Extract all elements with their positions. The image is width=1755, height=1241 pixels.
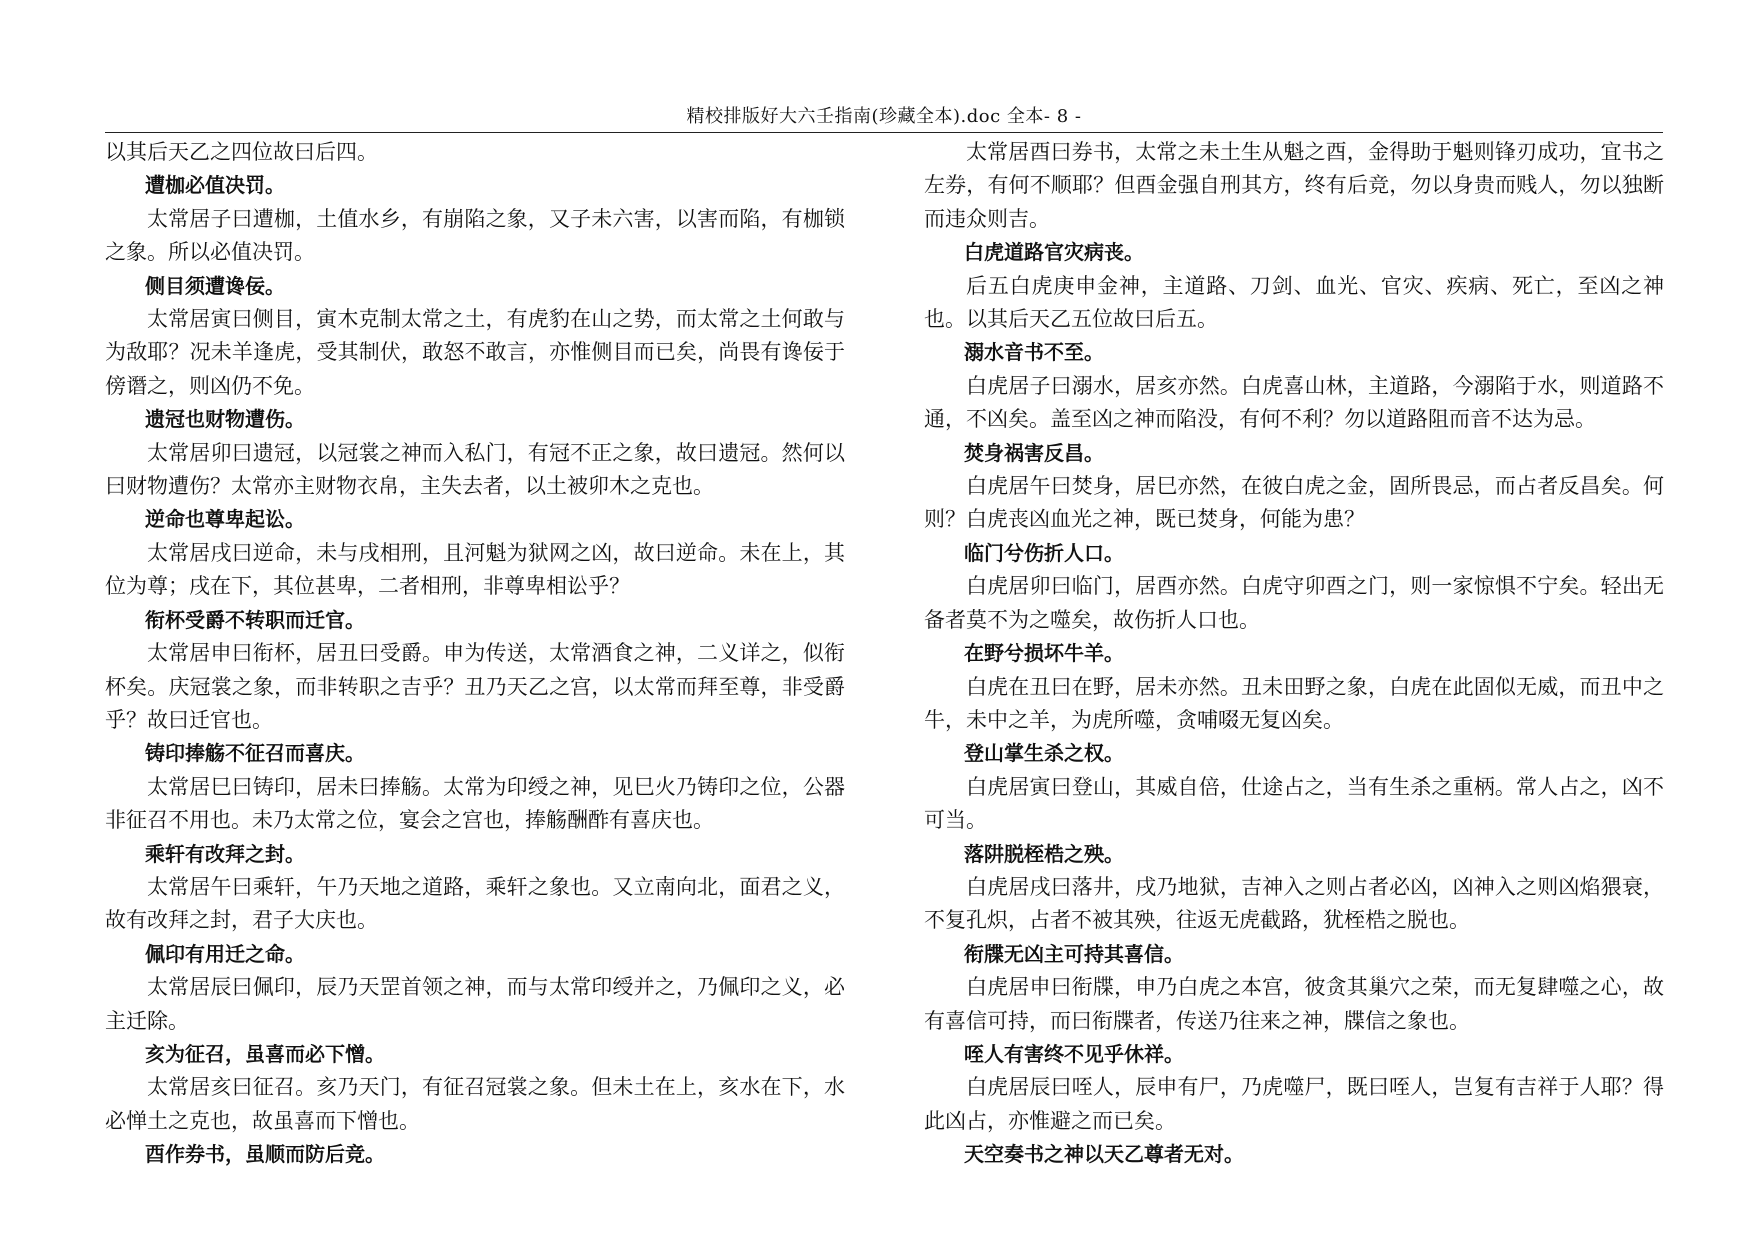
- section-heading: 铸印捧觞不征召而喜庆。: [145, 741, 365, 766]
- paragraph-continuation: 以其后天乙之四位故曰后四。: [105, 140, 378, 164]
- section-heading: 亥为征召，虽喜而必下憎。: [145, 1041, 385, 1066]
- paragraph: 太常居子曰遭枷，土值水乡，有崩陷之象，又子未六害，以害而陷，有枷锁之象。所以必值决罚。: [105, 206, 845, 265]
- paragraph: 白虎在丑曰在野，居未亦然。丑未田野之象，白虎在此固似无威，而丑中之牛，未中之羊，为虎所噬，贪哺啜无复凶矣。: [924, 674, 1664, 732]
- section-heading: 焚身祸害反昌。: [964, 440, 1104, 465]
- paragraph: 太常居寅曰侧目，寅木克制太常之土，有虎豹在山之势，而太常之土何敢与为敌耶？况未羊逢虎，受其制伏，敢怒不敢言，亦惟侧目而已矣，尚畏有谗佞于傍谮之，则凶仍不免。: [105, 307, 845, 398]
- section-heading: 白虎道路官灾病丧。: [964, 240, 1144, 265]
- paragraph: 白虎居卯曰临门，居酉亦然。白虎守卯酉之门，则一家惊惧不宁矣。轻出无备者莫不为之噬矣，故伤折人口也。: [924, 574, 1664, 632]
- section-heading: 逆命也尊卑起讼。: [145, 507, 305, 532]
- page-header: [105, 106, 1663, 133]
- section-heading: 酉作券书，虽顺而防后竞。: [145, 1142, 385, 1167]
- section-heading: 遭枷必值决罚。: [145, 173, 285, 198]
- section-heading: 登山掌生杀之权。: [964, 741, 1124, 766]
- paragraph: 太常居卯曰遗冠，以冠裳之神而入私门，有冠不正之象，故曰遗冠。然何以曰财物遭伤？太常亦主财物衣帛，主失去者，以土被卯木之克也。: [105, 440, 845, 499]
- paragraph: 白虎居寅曰登山，其威自倍，仕途占之，当有生杀之重柄。常人占之，凶不可当。: [924, 774, 1664, 833]
- left-column: [105, 136, 845, 1172]
- paragraph: 后五白虎庚申金神，主道路、刀剑、血光、官灾、疾病、死亡，至凶之神也。以其后天乙五位故曰后五。: [924, 273, 1664, 332]
- section-heading: 咥人有害终不见乎休祥。: [964, 1041, 1184, 1066]
- paragraph: 白虎居辰曰咥人，辰申有尸，乃虎噬尸，既曰咥人，岂复有吉祥于人耶？得此凶占，亦惟避之而已矣。: [924, 1075, 1664, 1133]
- paragraph: 白虎居申曰衔牒，申乃白虎之本宫，彼贪其巢穴之荣，而无复肆噬之心，故有喜信可持，而曰衔牒者，传送乃往来之神，牒信之象也。: [924, 975, 1664, 1033]
- section-heading: 佩印有用迁之命。: [145, 941, 305, 966]
- section-heading: 侧目须遭谗佞。: [145, 273, 285, 298]
- paragraph: 太常居巳曰铸印，居未曰捧觞。太常为印绶之神，见巳火乃铸印之位，公器非征召不用也。未乃太常之位，宴会之宫也，捧觞酬酢有喜庆也。: [105, 774, 845, 833]
- paragraph: 太常居酉曰券书，太常之未土生从魁之酉，金得助于魁则锋刃成功，宜书之左券，有何不顺耶？但酉金强自刑其方，终有后竞，勿以身贵而贱人，勿以独断而违众则吉。: [924, 140, 1664, 231]
- section-heading: 天空奏书之神以天乙尊者无对。: [964, 1142, 1244, 1167]
- paragraph: 白虎居子曰溺水，居亥亦然。白虎喜山林，主道路，今溺陷于水，则道路不通，不凶矣。盖至凶之神而陷没，有何不利？勿以道路阻而音不达为忌。: [924, 373, 1664, 432]
- paragraph: 太常居亥曰征召。亥乃天门，有征召冠裳之象。但未土在上，亥水在下，水必惮土之克也，故虽喜而下憎也。: [105, 1075, 845, 1133]
- paragraph: 白虎居午曰焚身，居巳亦然，在彼白虎之金，固所畏忌，而占者反昌矣。何则？白虎丧凶血光之神，既已焚身，何能为患？: [924, 474, 1664, 532]
- paragraph: 太常居申曰衔杯，居丑曰受爵。申为传送，太常酒食之神，二义详之，似衔杯矣。庆冠裳之象，而非转职之吉乎？丑乃天乙之宫，以太常而拜至尊，非受爵乎？故曰迁官也。: [105, 641, 845, 732]
- page-header-text: 精校排版好大六壬指南(珍藏全本).doc 全本- 8 -: [686, 106, 1082, 127]
- paragraph: 太常居辰曰佩印，辰乃天罡首领之神，而与太常印绶并之，乃佩印之义，必主迁除。: [105, 975, 845, 1033]
- section-heading: 衔牒无凶主可持其喜信。: [964, 941, 1184, 966]
- section-heading: 落阱脱桎梏之殃。: [964, 841, 1124, 866]
- paragraph: 太常居戌曰逆命，未与戌相刑，且河魁为狱网之凶，故曰逆命。未在上，其位为尊；戌在下，其位甚卑，二者相刑，非尊卑相讼乎？: [105, 540, 845, 599]
- section-heading: 乘轩有改拜之封。: [145, 841, 305, 866]
- paragraph: 白虎居戌曰落井，戌乃地狱，吉神入之则占者必凶，凶神入之则凶焰猥衰，不复孔炽，占者不被其殃，往返无虎截路，犹桎梏之脱也。: [924, 874, 1664, 933]
- section-heading: 临门兮伤折人口。: [964, 540, 1124, 565]
- section-heading: 溺水音书不至。: [964, 340, 1104, 365]
- right-column: [924, 136, 1664, 1172]
- section-heading: 在野兮损坏牛羊。: [964, 641, 1124, 666]
- paragraph: 太常居午曰乘轩，午乃天地之道路，乘轩之象也。又立南向北，面君之义，故有改拜之封，君子大庆也。: [105, 874, 845, 933]
- section-heading: 衔杯受爵不转职而迁官。: [145, 607, 365, 632]
- section-heading: 遗冠也财物遭伤。: [145, 407, 305, 432]
